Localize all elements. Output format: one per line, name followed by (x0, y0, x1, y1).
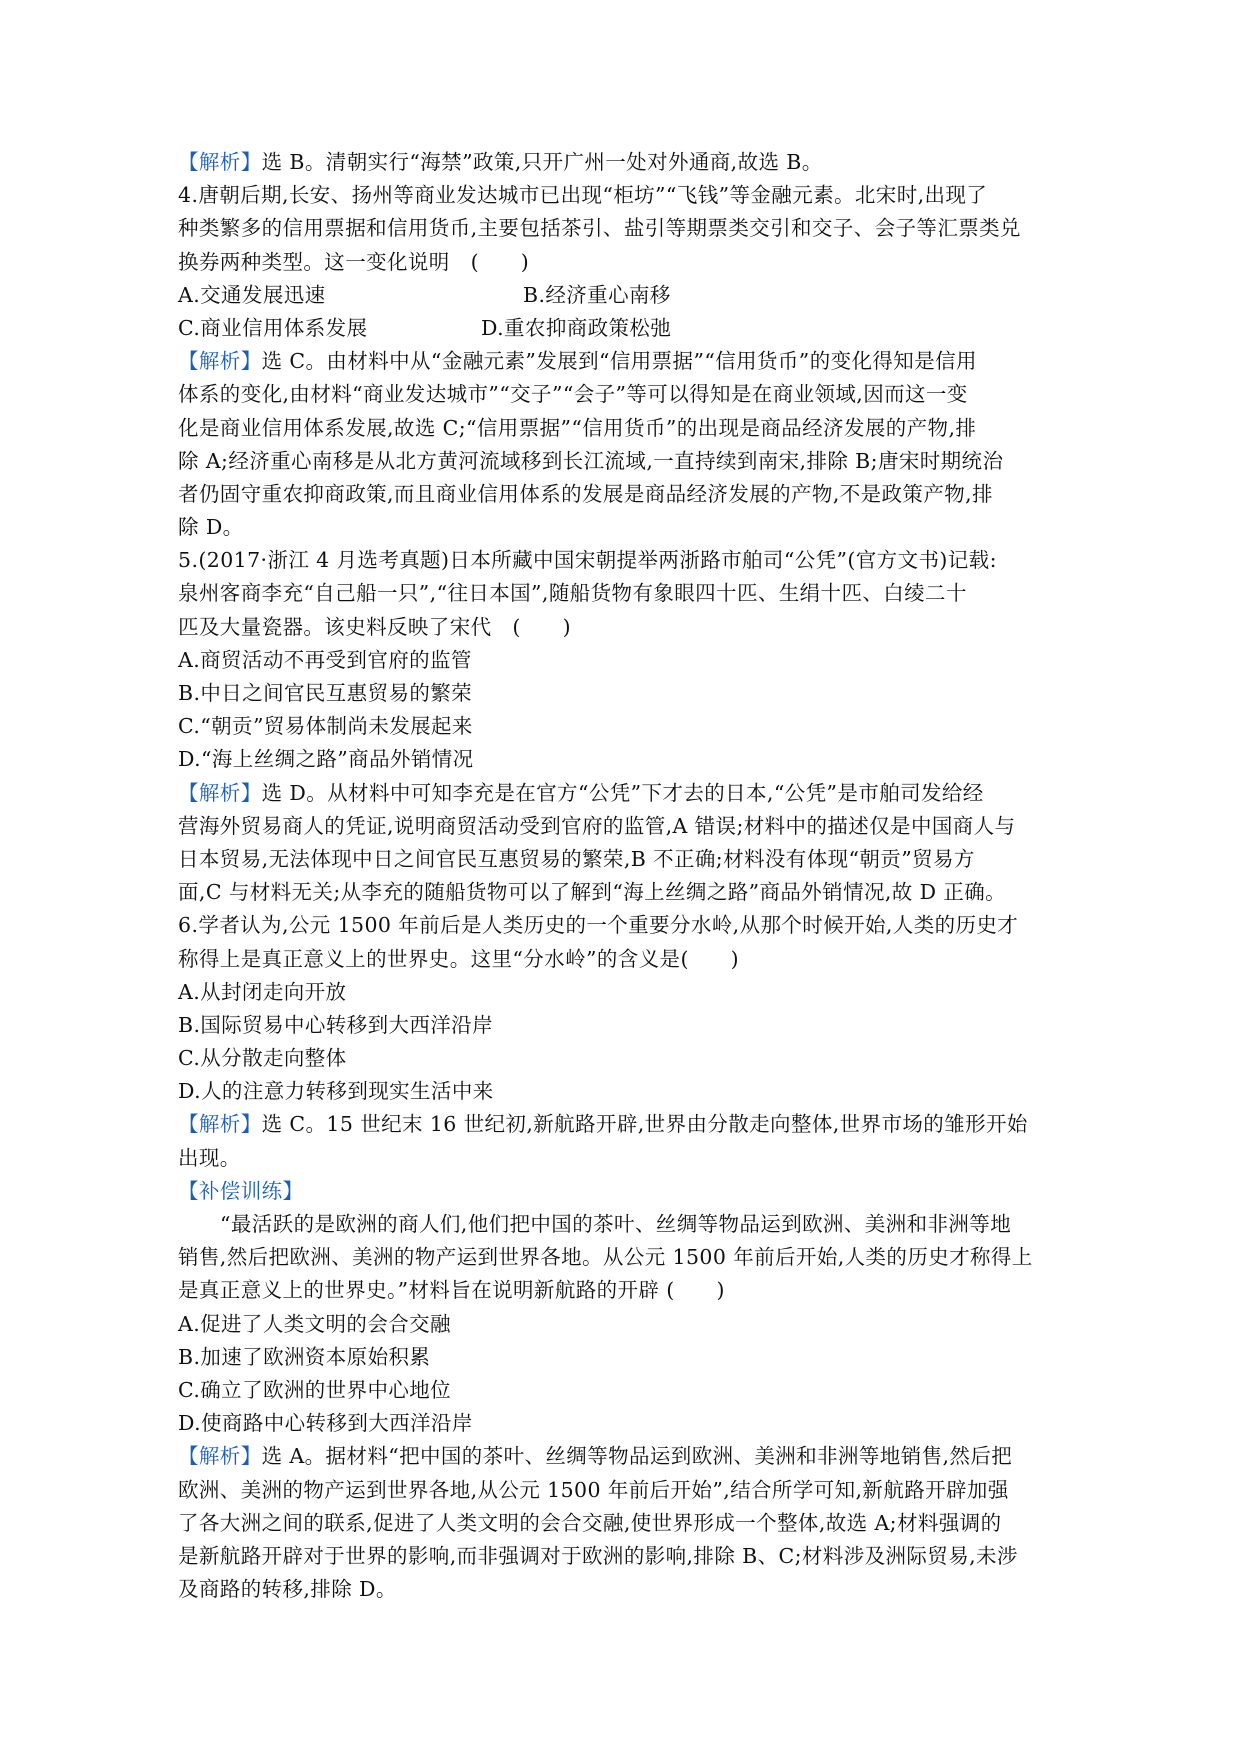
option-b: B.中日之间官民互惠贸易的繁荣 (178, 681, 473, 705)
option-b: B.国际贸易中心转移到大西洋沿岸 (178, 1012, 493, 1037)
option-c: C.商业信用体系发展 (178, 315, 368, 340)
answer-line: 出现。 (178, 1145, 241, 1170)
analysis-label: 【解析】 (178, 780, 262, 805)
answer-5 (178, 777, 1073, 910)
answer-text: 选 D。从材料中可知李充是在官方“公凭”下才去的日本,“公凭”是市舶司发给经 (261, 780, 984, 805)
question-4 (178, 179, 1073, 345)
answer-line: 者仍固守重农抑商政策,而且商业信用体系的发展是商品经济发展的产物,不是政策产物,排 (178, 481, 993, 506)
option-d: D.使商路中心转移到大西洋沿岸 (178, 1411, 473, 1436)
question-line: 称得上是真正意义上的世界史。这里“分水岭”的含义是( ) (178, 946, 740, 971)
answer-line: 日本贸易,无法体现中日之间官民互惠贸易的繁荣,B 不正确;材料没有体现“朝贡”贸易方 (178, 846, 975, 871)
answer-line: 营海外贸易商人的凭证,说明商贸活动受到官府的监管,A 错误;材料中的描述仅是中国商人与 (178, 813, 1016, 838)
answer-line: 除 D。 (178, 515, 244, 540)
option-a: A.交通发展迅速 (178, 282, 326, 307)
answer-text: 选 C。由材料中从“金融元素”发展到“信用票据”“信用货币”的变化得知是信用 (261, 349, 977, 374)
answer-compensation (178, 1440, 1073, 1606)
answer-line: 了各大洲之间的联系,促进了人类文明的会合交融,使世界形成一个整体,故选 A;材料强调的 (178, 1510, 1002, 1535)
question-line: 泉州客商李充“自己船一只”,“往日本国”,随船货物有象眼四十匹、生绢十匹、白绫二十 (178, 581, 967, 606)
answer-text: 选 A。据材料“把中国的茶叶、丝绸等物品运到欧洲、美洲和非洲等地销售,然后把 (261, 1444, 1013, 1469)
answer-line: 是新航路开辟对于世界的影响,而非强调对于欧洲的影响,排除 B、C;材料涉及洲际贸易,未涉 (178, 1543, 1018, 1568)
option-c: C.确立了欧洲的世界中心地位 (178, 1377, 452, 1402)
answer-line: 体系的变化,由材料“商业发达城市”“交子”“会子”等可以得知是在商业领域,因而这一变 (178, 382, 968, 407)
option-d: D.人的注意力转移到现实生活中来 (178, 1079, 494, 1104)
answer-line: 化是商业信用体系发展,故选 C;“信用票据”“信用货币”的出现是商品经济发展的产物,排 (178, 415, 977, 440)
question-line: 6.学者认为,公元 1500 年前后是人类历史的一个重要分水岭,从那个时候开始,人类的历史才 (178, 913, 1019, 938)
question-line: 是真正意义上的世界史。”材料旨在说明新航路的开辟 ( ) (178, 1278, 725, 1303)
answer-text: 选 B。清朝实行“海禁”政策,只开广州一处对外通商,故选 B。 (261, 150, 823, 174)
option-b: B.加速了欧洲资本原始积累 (178, 1344, 431, 1369)
answer-line: 除 A;经济重心南移是从北方黄河流域移到长江流域,一直持续到南宋,排除 B;唐宋时期统治 (178, 448, 1004, 473)
option-row (178, 279, 1073, 312)
question-line: 匹及大量瓷器。该史料反映了宋代 ( ) (178, 614, 571, 639)
compensation-training (178, 1175, 1073, 1441)
question-line: 4.唐朝后期,长安、扬州等商业发达城市已出现“柜坊”“飞钱”等金融元素。北宋时,出现了 (178, 183, 988, 208)
option-a: A.商贸活动不再受到官府的监管 (178, 647, 472, 672)
option-a: A.从封闭走向开放 (178, 979, 347, 1004)
analysis-label: 【解析】 (178, 150, 262, 174)
question-line: 销售,然后把欧洲、美洲的物产运到世界各地。从公元 1500 年前后开始,人类的历史才称得上 (178, 1245, 1033, 1270)
option-row (178, 312, 1073, 345)
question-line: 5.(2017·浙江 4 月选考真题)日本所藏中国宋朝提举两浙路市舶司“公凭”(官方文书)记载: (178, 548, 997, 573)
option-d: D.“海上丝绸之路”商品外销情况 (178, 747, 474, 772)
answer-4 (178, 345, 1073, 544)
document-page (178, 146, 1073, 1606)
analysis-label: 【解析】 (178, 349, 262, 374)
question-5 (178, 544, 1073, 776)
answer-line: 欧洲、美洲的物产运到世界各地,从公元 1500 年前后开始”,结合所学可知,新航路开辟加强 (178, 1477, 1009, 1502)
answer-line: 及商路的转移,排除 D。 (178, 1577, 397, 1602)
question-6 (178, 909, 1073, 1108)
analysis-label: 【解析】 (178, 1112, 262, 1137)
analysis-label: 【解析】 (178, 1444, 262, 1469)
answer-6 (178, 1108, 1073, 1174)
option-c: C.“朝贡”贸易体制尚未发展起来 (178, 714, 473, 739)
option-a: A.促进了人类文明的会合交融 (178, 1311, 451, 1336)
answer-3 (178, 146, 1073, 179)
section-label: 【补偿训练】 (178, 1178, 304, 1203)
option-d: D.重农抑商政策松弛 (481, 315, 672, 340)
option-b: B.经济重心南移 (523, 282, 671, 307)
answer-line: 面,C 与材料无关;从李充的随船货物可以了解到“海上丝绸之路”商品外销情况,故 D 正确。 (178, 880, 1007, 905)
option-c: C.从分散走向整体 (178, 1046, 347, 1071)
question-line: 换券两种类型。这一变化说明 ( ) (178, 249, 530, 274)
question-line: “最活跃的是欧洲的商人们,他们把中国的茶叶、丝绸等物品运到欧洲、美洲和非洲等地 (220, 1212, 1012, 1236)
answer-text: 选 C。15 世纪末 16 世纪初,新航路开辟,世界由分散走向整体,世界市场的雏形开始 (261, 1112, 1028, 1137)
question-line: 种类繁多的信用票据和信用货币,主要包括茶引、盐引等期票类交引和交子、会子等汇票类兑 (178, 216, 1021, 241)
